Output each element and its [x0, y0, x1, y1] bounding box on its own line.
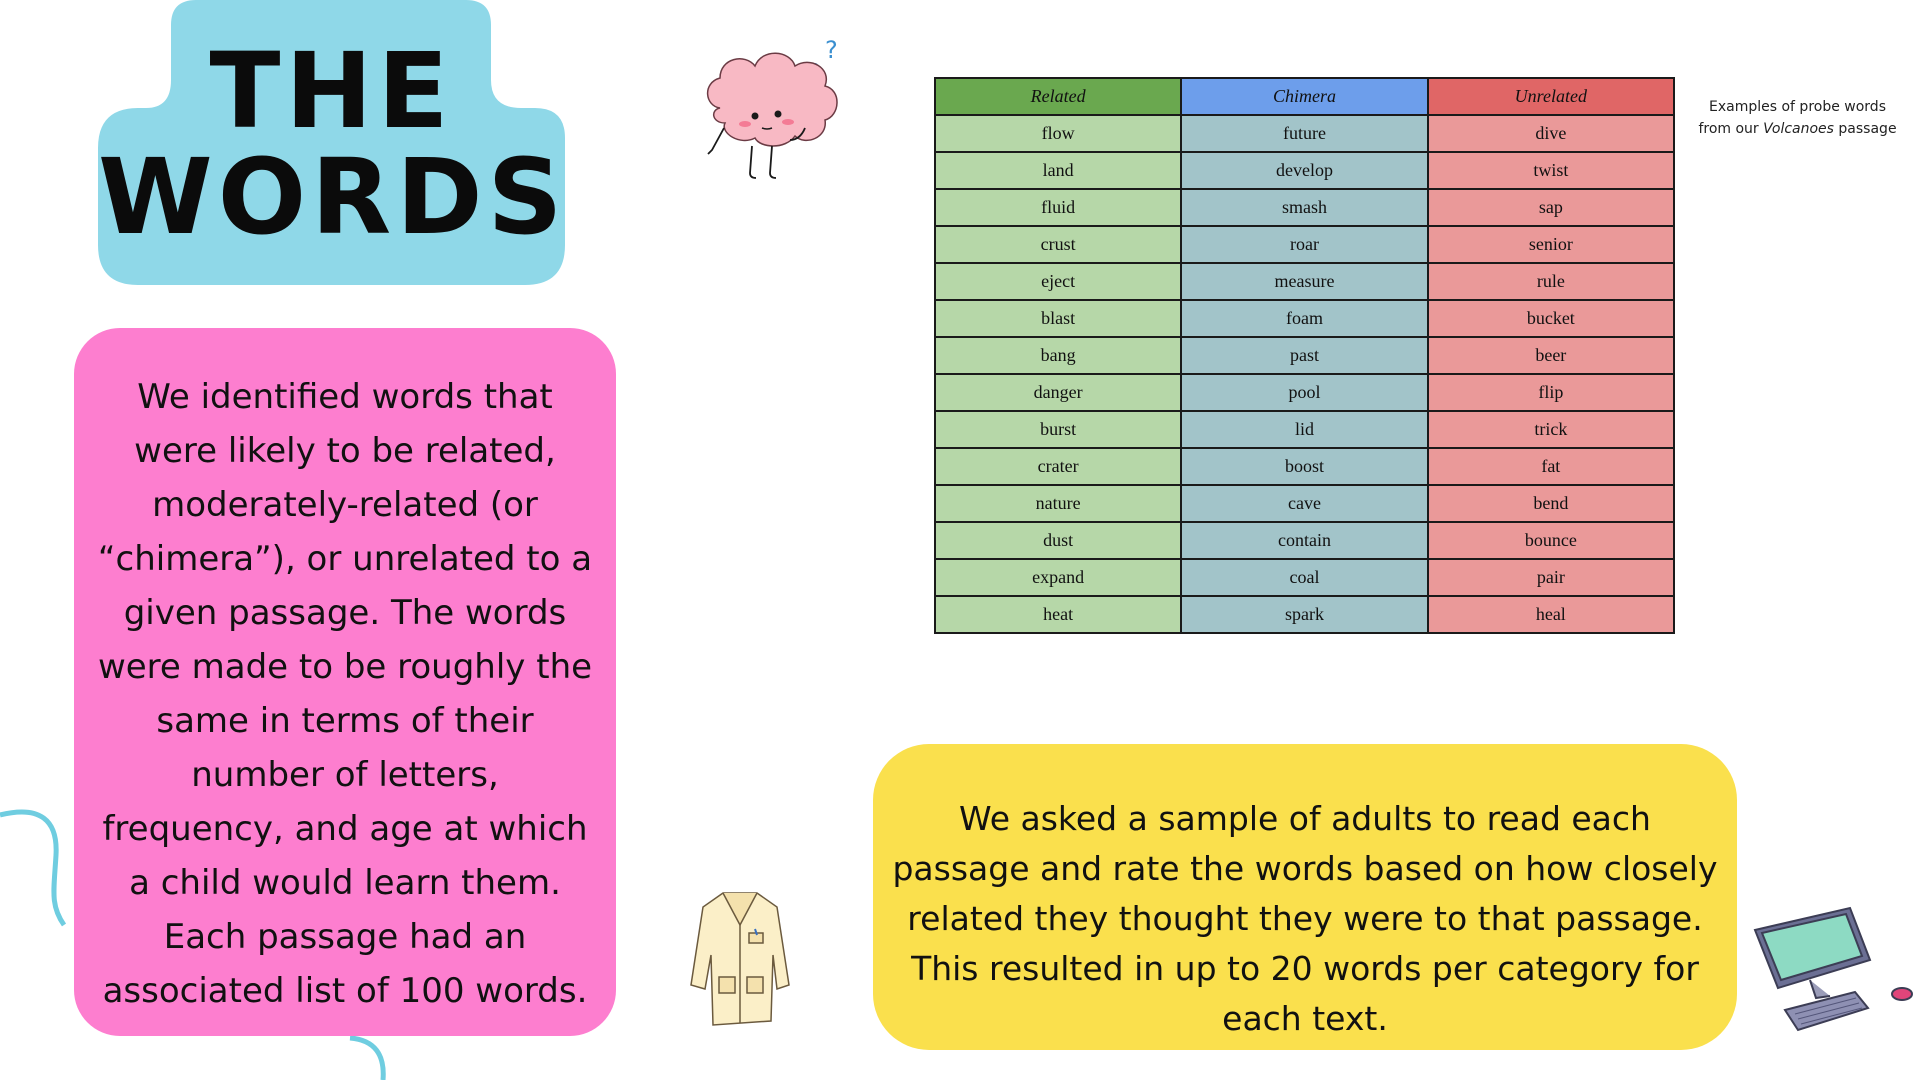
unrelated-cell: dive	[1428, 115, 1674, 152]
table-row	[935, 263, 1674, 300]
unrelated-cell: pair	[1428, 559, 1674, 596]
chimera-cell: develop	[1181, 152, 1427, 189]
chimera-cell: smash	[1181, 189, 1427, 226]
related-cell: fluid	[935, 189, 1181, 226]
unrelated-cell: bend	[1428, 485, 1674, 522]
unrelated-cell: fat	[1428, 448, 1674, 485]
table-row	[935, 337, 1674, 374]
unrelated-cell: flip	[1428, 374, 1674, 411]
related-cell: danger	[935, 374, 1181, 411]
chimera-cell: roar	[1181, 226, 1427, 263]
method-box	[873, 744, 1737, 1050]
brain-icon	[690, 28, 865, 188]
related-cell: flow	[935, 115, 1181, 152]
table-row	[935, 115, 1674, 152]
related-cell: heat	[935, 596, 1181, 633]
unrelated-cell: twist	[1428, 152, 1674, 189]
related-cell: expand	[935, 559, 1181, 596]
related-cell: land	[935, 152, 1181, 189]
caption-prefix: from our	[1698, 121, 1764, 137]
computer-icon	[1750, 900, 1920, 1045]
table-row	[935, 559, 1674, 596]
table-row	[935, 448, 1674, 485]
description-box	[74, 328, 616, 1036]
unrelated-cell: beer	[1428, 337, 1674, 374]
chimera-cell: cave	[1181, 485, 1427, 522]
unrelated-cell: heal	[1428, 596, 1674, 633]
chimera-cell: foam	[1181, 300, 1427, 337]
unrelated-cell: trick	[1428, 411, 1674, 448]
header-unrelated: Unrelated	[1428, 78, 1674, 115]
header-chimera: Chimera	[1181, 78, 1427, 115]
table-header-row	[935, 78, 1674, 115]
header-related: Related	[935, 78, 1181, 115]
table-row	[935, 300, 1674, 337]
page-title	[98, 30, 568, 258]
related-cell: burst	[935, 411, 1181, 448]
chimera-cell: past	[1181, 337, 1427, 374]
unrelated-cell: bounce	[1428, 522, 1674, 559]
table-row	[935, 226, 1674, 263]
chimera-cell: coal	[1181, 559, 1427, 596]
probe-words-table	[934, 77, 1675, 634]
table-row	[935, 374, 1674, 411]
chimera-cell: measure	[1181, 263, 1427, 300]
table-row	[935, 411, 1674, 448]
unrelated-cell: rule	[1428, 263, 1674, 300]
table-row	[935, 189, 1674, 226]
table-row	[935, 152, 1674, 189]
table-row	[935, 522, 1674, 559]
caption-suffix: passage	[1833, 121, 1897, 137]
chimera-cell: boost	[1181, 448, 1427, 485]
table-caption	[1690, 96, 1905, 140]
svg-text:?: ?	[825, 36, 838, 64]
chimera-cell: spark	[1181, 596, 1427, 633]
related-cell: dust	[935, 522, 1181, 559]
method-text: We asked a sample of adults to read each passage and rate the words based on how closely related they thought they were to that passage. This resulted in up to 20 words per category for each text.	[892, 799, 1718, 1038]
table-row	[935, 596, 1674, 633]
unrelated-cell: sap	[1428, 189, 1674, 226]
caption-line-1: Examples of probe words	[1709, 99, 1886, 115]
unrelated-cell: senior	[1428, 226, 1674, 263]
description-text: We identified words that were likely to be related, moderately-related (or “chimera”), or unrelated to a given passage. The words were made to be roughly the same in terms of their number of letters, frequency, and age at which a child would learn them. Each passage had an associated list of 100 words.	[97, 377, 593, 1011]
chimera-cell: lid	[1181, 411, 1427, 448]
related-cell: blast	[935, 300, 1181, 337]
related-cell: crust	[935, 226, 1181, 263]
title-line-1: THE	[209, 30, 454, 152]
related-cell: crater	[935, 448, 1181, 485]
related-cell: nature	[935, 485, 1181, 522]
related-cell: eject	[935, 263, 1181, 300]
title-line-2: WORDS	[98, 136, 568, 258]
lab-coat-icon	[685, 885, 795, 1030]
chimera-cell: pool	[1181, 374, 1427, 411]
related-cell: bang	[935, 337, 1181, 374]
chimera-cell: future	[1181, 115, 1427, 152]
caption-line-2	[1690, 118, 1905, 140]
caption-passage-name: Volcanoes	[1763, 121, 1834, 137]
unrelated-cell: bucket	[1428, 300, 1674, 337]
chimera-cell: contain	[1181, 522, 1427, 559]
table-row	[935, 485, 1674, 522]
